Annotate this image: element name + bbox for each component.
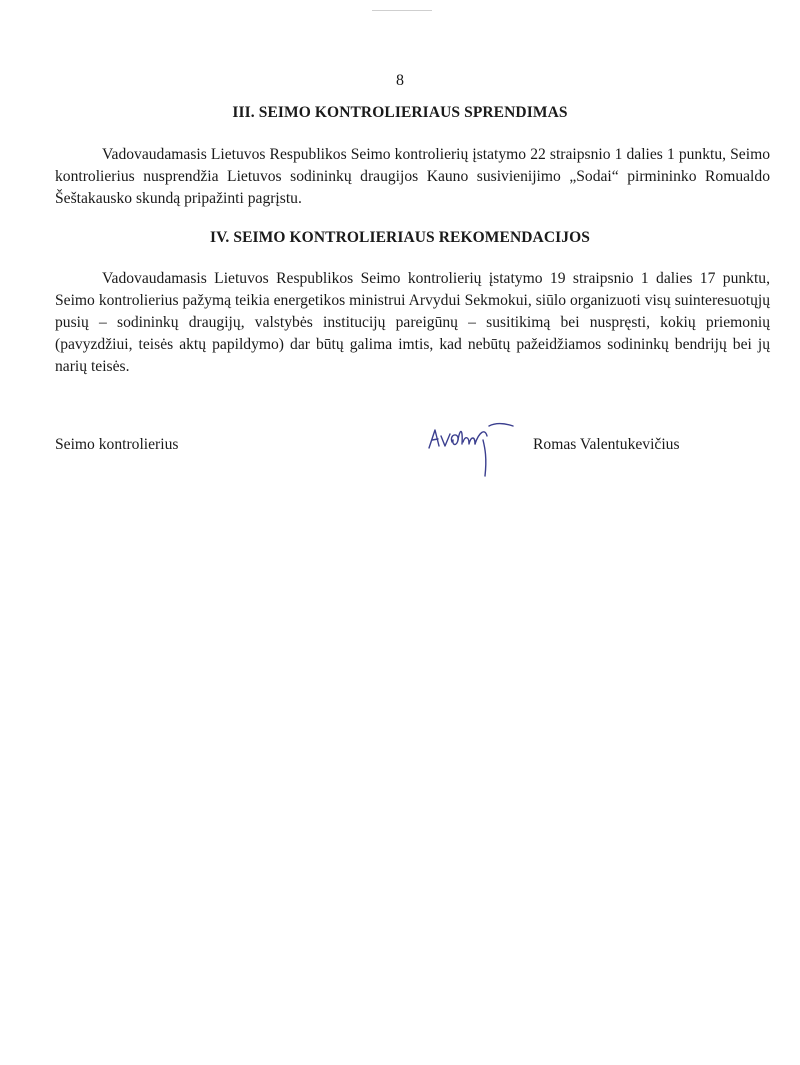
recommendations-paragraph: Vadovaudamasis Lietuvos Respublikos Seimo kontrolierių įstatymo 19 straipsnio 1 dalies 17 punktu, Seimo kontrolierius pažymą teikia energetikos ministrui Arvydui Sekmokui, siūlo organizuoti visų suinteresuotųjų pusių – sodininkų draugijų, valstybės institucijų pareigūnų – susitikimą bei nuspręsti, kokių priemonių (pavyzdžiui, teisės aktų papildymo) dar būtų galima imtis, kad nebūtų pažeidžiamos sodininkų bendrijų bei jų narių teisės. [55,270,770,375]
signatory-name: Romas Valentukevičius [533,436,680,453]
section-heading-decision: III. SEIMO KONTROLIERIAUS SPRENDIMAS [232,104,568,121]
signatory-title: Seimo kontrolierius [55,436,179,453]
scan-edge-mark [372,10,432,11]
decision-paragraph: Vadovaudamasis Lietuvos Respublikos Seimo kontrolierių įstatymo 22 straipsnio 1 dalies 1 punktu, Seimo kontrolierius nusprendžia Lietuvos sodininkų draugijos Kauno susivienijimo „Sodai“ pirmininko Romualdo Šeštakausko skundą pripažinti pagrįstu. [55,146,770,207]
signature-block [55,430,770,480]
section-heading-recommendations: IV. SEIMO KONTROLIERIAUS REKOMENDACIJOS [210,229,590,246]
page-number: 8 [396,72,404,89]
handwritten-signature [425,418,537,480]
